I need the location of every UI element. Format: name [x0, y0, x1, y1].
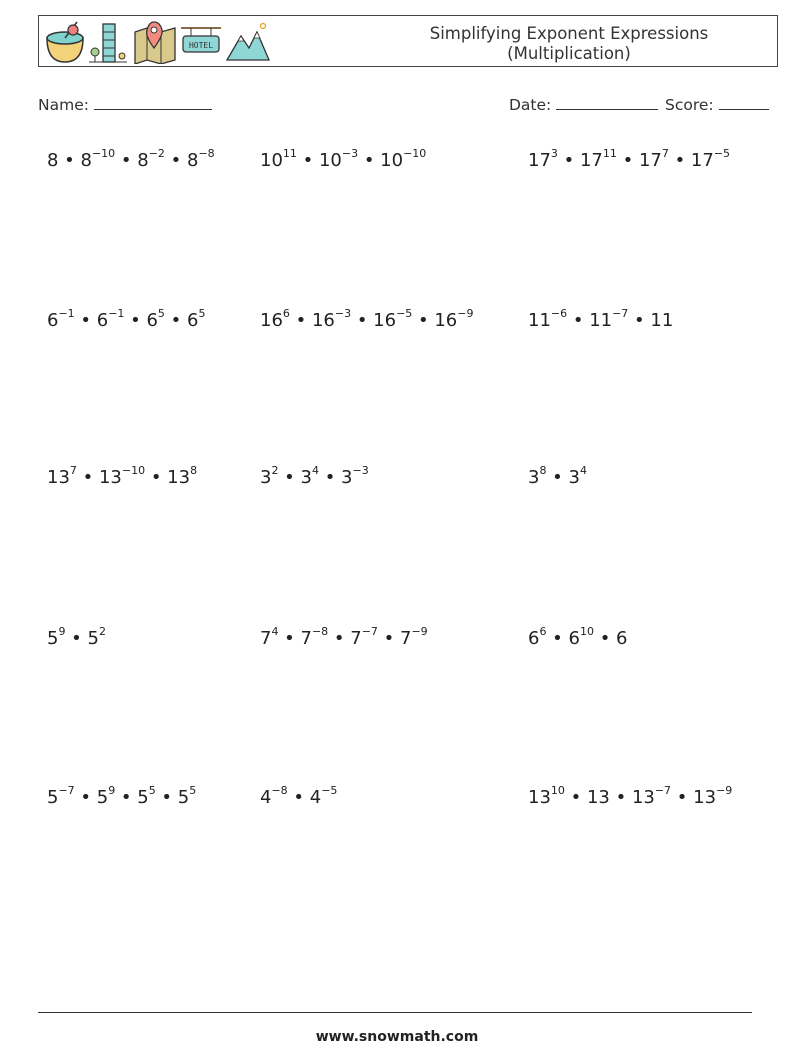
- term-exponent: −2: [148, 147, 165, 160]
- problem-3: [528, 147, 731, 171]
- multiply-operator: •: [318, 467, 342, 488]
- term-base: 3: [341, 467, 353, 488]
- svg-text:HOTEL: HOTEL: [188, 41, 214, 50]
- term-base: 13: [47, 467, 70, 488]
- problem-4: [47, 307, 206, 331]
- term-base: 16: [373, 310, 397, 331]
- multiply-operator: •: [278, 467, 301, 488]
- term-exponent: −7: [58, 784, 75, 797]
- term-exponent: 9: [108, 784, 116, 797]
- term-exponent: 5: [148, 784, 156, 797]
- footer-url: www.snowmath.com: [315, 1029, 479, 1045]
- term-exponent: 5: [189, 784, 197, 797]
- term-exponent: 5: [198, 307, 206, 320]
- term-base: 3: [260, 467, 272, 488]
- term-exponent: −9: [716, 784, 733, 797]
- score-label: Score:: [665, 96, 714, 114]
- multiply-operator: •: [628, 310, 651, 331]
- term-exponent: −3: [334, 307, 352, 320]
- term-exponent: 4: [311, 464, 319, 477]
- multiply-operator: •: [671, 787, 694, 808]
- term-exponent: −5: [713, 147, 731, 160]
- problem-11: [260, 625, 428, 649]
- multiply-operator: •: [546, 628, 569, 649]
- term-base: 17: [690, 150, 714, 171]
- title-line-2: (Multiplication): [507, 44, 631, 63]
- multiply-operator: •: [58, 150, 81, 171]
- term-exponent: −7: [654, 784, 672, 797]
- problem-6: [528, 307, 674, 331]
- term-base: 8: [80, 150, 92, 171]
- worksheet-header: [38, 15, 778, 67]
- multiply-operator: •: [564, 787, 587, 808]
- multiply-operator: •: [65, 628, 88, 649]
- multiply-operator: •: [115, 150, 138, 171]
- term-exponent: −10: [91, 147, 116, 160]
- multiply-operator: •: [412, 310, 435, 331]
- multiply-operator: •: [616, 150, 639, 171]
- problem-7: [47, 464, 198, 488]
- multiply-operator: •: [377, 628, 400, 649]
- term-exponent: −1: [108, 307, 125, 320]
- multiply-operator: •: [278, 628, 301, 649]
- name-field[interactable]: [38, 93, 212, 114]
- leaning-tower-icon: [87, 18, 129, 64]
- multiply-operator: •: [557, 150, 580, 171]
- term-exponent: 8: [539, 464, 547, 477]
- term-exponent: −3: [341, 147, 359, 160]
- term-base: 7: [260, 628, 272, 649]
- term-base: 7: [399, 628, 412, 649]
- problem-10: [47, 625, 106, 649]
- term-exponent: 11: [282, 147, 297, 160]
- term-base: 5: [137, 787, 149, 808]
- term-base: 3: [568, 467, 580, 488]
- term-base: 4: [309, 787, 322, 808]
- mountains-icon: [225, 18, 271, 64]
- score-blank[interactable]: [719, 93, 769, 110]
- term-exponent: 7: [661, 147, 669, 160]
- term-exponent: −3: [352, 464, 369, 477]
- term-exponent: −9: [411, 625, 428, 638]
- term-exponent: 9: [58, 625, 66, 638]
- term-exponent: −7: [361, 625, 378, 638]
- date-blank[interactable]: [556, 93, 658, 110]
- term-base: 16: [434, 310, 458, 331]
- term-exponent: 6: [282, 307, 290, 320]
- term-exponent: 10: [550, 784, 565, 797]
- multiply-operator: •: [115, 787, 138, 808]
- term-base: 17: [528, 150, 551, 171]
- date-field[interactable]: [509, 93, 658, 114]
- term-base: 8: [137, 150, 149, 171]
- term-base: 17: [579, 150, 603, 171]
- term-base: 7: [350, 628, 362, 649]
- term-base: 16: [311, 310, 335, 331]
- term-exponent: 11: [602, 147, 617, 160]
- term-base: 17: [638, 150, 662, 171]
- term-base: 6: [186, 310, 199, 331]
- term-exponent: 6: [539, 625, 547, 638]
- term-base: 3: [528, 467, 540, 488]
- problem-5: [260, 307, 474, 331]
- term-base: 8: [47, 150, 59, 171]
- multiply-operator: •: [546, 467, 569, 488]
- term-base: 13: [693, 787, 717, 808]
- term-exponent: 5: [157, 307, 165, 320]
- header-icons: [43, 18, 273, 64]
- term-base: 6: [568, 628, 580, 649]
- term-base: 6: [47, 310, 59, 331]
- term-base: 5: [47, 628, 59, 649]
- term-base: 4: [260, 787, 272, 808]
- term-base: 7: [300, 628, 312, 649]
- term-base: 13: [586, 787, 610, 808]
- term-exponent: −10: [403, 147, 427, 160]
- term-exponent: −7: [612, 307, 629, 320]
- multiply-operator: •: [74, 310, 97, 331]
- multiply-operator: •: [351, 310, 374, 331]
- problem-2: [260, 147, 427, 171]
- multiply-operator: •: [155, 787, 178, 808]
- multiply-operator: •: [124, 310, 147, 331]
- problem-1: [47, 147, 215, 171]
- term-exponent: −5: [321, 784, 338, 797]
- term-exponent: 2: [271, 464, 279, 477]
- multiply-operator: •: [296, 150, 319, 171]
- term-exponent: 8: [190, 464, 198, 477]
- hotel-sign-icon: [179, 18, 223, 64]
- term-exponent: 7: [69, 464, 77, 477]
- multiply-operator: •: [164, 150, 187, 171]
- multiply-operator: •: [76, 467, 99, 488]
- multiply-operator: •: [145, 467, 168, 488]
- term-base: 3: [300, 467, 312, 488]
- multiply-operator: •: [668, 150, 691, 171]
- term-base: 6: [528, 628, 540, 649]
- multiply-operator: •: [567, 310, 590, 331]
- term-exponent: 10: [579, 625, 594, 638]
- term-exponent: −8: [311, 625, 329, 638]
- term-base: 6: [616, 628, 628, 649]
- term-base: 6: [96, 310, 109, 331]
- term-base: 11: [650, 310, 674, 331]
- problem-9: [528, 464, 587, 488]
- multiply-operator: •: [593, 628, 617, 649]
- term-exponent: −1: [58, 307, 75, 320]
- term-base: 5: [177, 787, 190, 808]
- term-base: 11: [589, 310, 613, 331]
- term-base: 13: [98, 467, 122, 488]
- name-blank[interactable]: [94, 93, 212, 110]
- name-label: Name:: [38, 96, 89, 114]
- map-pin-icon: [133, 18, 177, 64]
- term-exponent: −5: [396, 307, 413, 320]
- term-base: 16: [260, 310, 283, 331]
- term-exponent: 4: [579, 464, 587, 477]
- term-exponent: −8: [271, 784, 288, 797]
- multiply-operator: •: [358, 150, 381, 171]
- multiply-operator: •: [328, 628, 351, 649]
- multiply-operator: •: [609, 787, 632, 808]
- term-exponent: −10: [121, 464, 146, 477]
- term-exponent: −9: [457, 307, 474, 320]
- term-exponent: 2: [98, 625, 106, 638]
- problem-13: [47, 784, 197, 808]
- term-exponent: −6: [550, 307, 568, 320]
- term-base: 6: [146, 310, 158, 331]
- term-base: 13: [528, 787, 551, 808]
- term-base: 10: [380, 150, 404, 171]
- term-base: 5: [87, 628, 99, 649]
- multiply-operator: •: [164, 310, 187, 331]
- multiply-operator: •: [289, 310, 312, 331]
- multiply-operator: •: [74, 787, 97, 808]
- term-base: 13: [167, 467, 191, 488]
- date-label: Date:: [509, 96, 552, 114]
- problem-14: [260, 784, 338, 808]
- problem-12: [528, 625, 628, 649]
- term-base: 10: [260, 150, 283, 171]
- term-base: 8: [186, 150, 199, 171]
- term-base: 13: [631, 787, 655, 808]
- term-exponent: 3: [550, 147, 558, 160]
- score-field[interactable]: [665, 93, 769, 114]
- problem-15: [528, 784, 733, 808]
- title-line-1: Simplifying Exponent Expressions: [429, 24, 709, 43]
- term-base: 10: [318, 150, 342, 171]
- term-base: 5: [96, 787, 109, 808]
- term-exponent: −8: [198, 147, 215, 160]
- multiply-operator: •: [287, 787, 310, 808]
- term-base: 5: [47, 787, 59, 808]
- worksheet-title: [359, 24, 779, 64]
- term-base: 11: [528, 310, 551, 331]
- coconut-drink-icon: [43, 18, 87, 64]
- problem-8: [260, 464, 369, 488]
- footer-divider: [38, 1012, 752, 1013]
- term-exponent: 4: [271, 625, 279, 638]
